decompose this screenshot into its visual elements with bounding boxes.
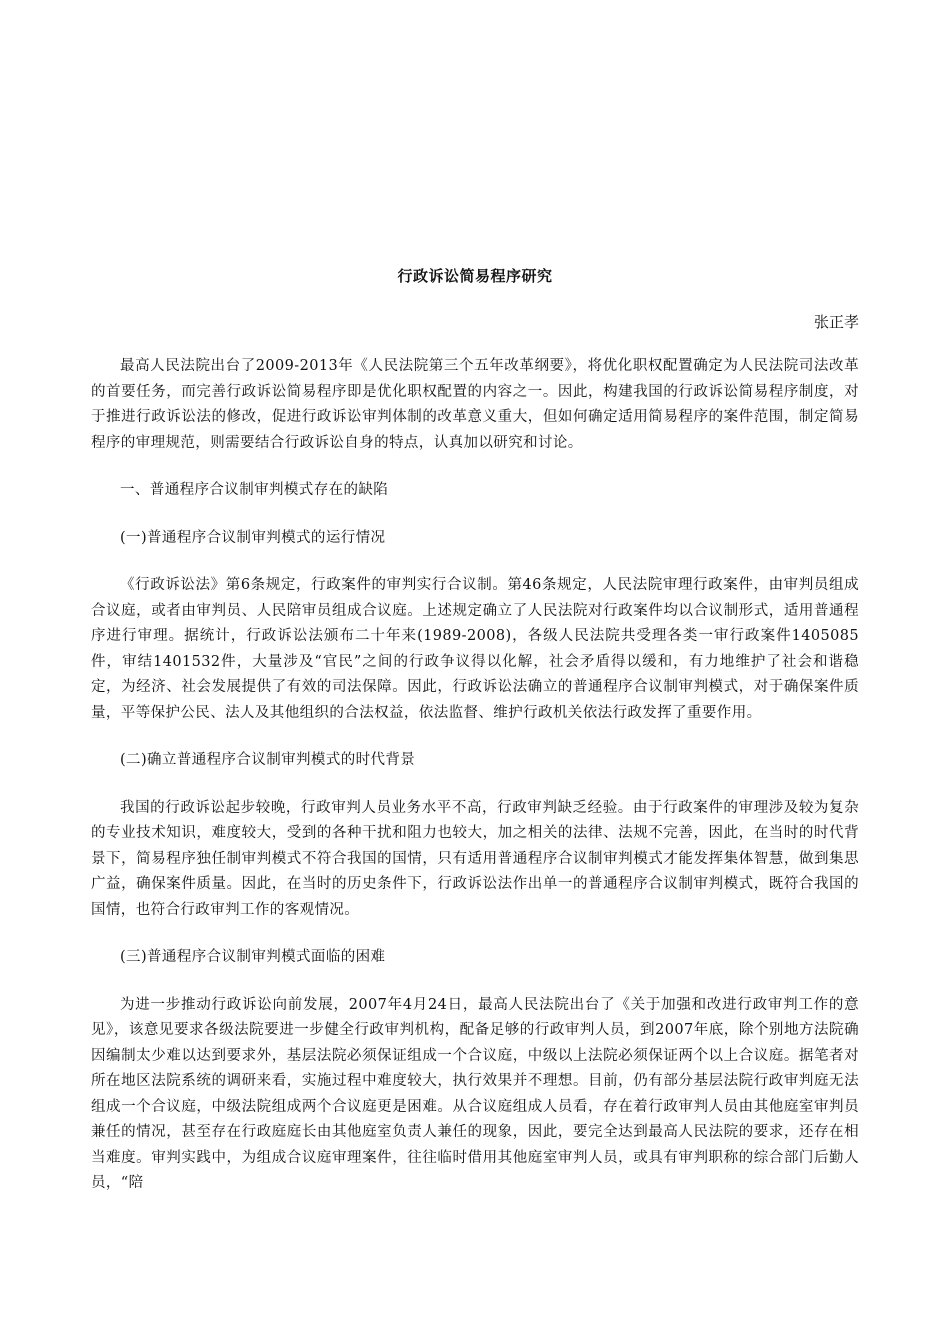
document-author: 张正孝 [813,313,859,331]
paragraph-intro: 最高人民法院出台了2009-2013年《人民法院第三个五年改革纲要》，将优化职权配置确定为人民法院司法改革的首要任务，而完善行政诉讼简易程序即是优化职权配置的内容之一。因此，构建我国的行政诉讼简易程序制度，对于推进行政诉讼法的修改，促进行政诉讼审判体制的改革意义重大，但如何确定适用简易程序的案件范围，制定简易程序的审理规范，则需要结合行政诉讼自身的特点，认真加以研究和讨论。 [91,358,859,451]
subsection-heading-3: (三)普通程序合议制审判模式面临的困难 [120,949,386,965]
paragraph-operation: 《行政诉讼法》第6条规定，行政案件的审判实行合议制。第46条规定，人民法院审理行政案件，由审判员组成合议庭，或者由审判员、人民陪审员组成合议庭。上述规定确立了人民法院对行政案件均以合议制形式，适用普通程序进行审理。据统计，行政诉讼法颁布二十年来(1989-2008)，各级人民法院共受理各类一审行政案件1405085件，审结1401532件，大量涉及“官民”之间的行政争议得以化解，社会矛盾得以缓和，有力地维护了社会和谐稳定，为经济、社会发展提供了有效的司法保障。因此，行政诉讼法确立的普通程序合议制审判模式，对于确保案件质量，平等保护公民、法人及其他组织的合法权益，依法监督、维护行政机关依法行政发挥了重要作用。 [91,577,859,721]
document-body [91,264,859,1219]
section-heading-1: 一、普通程序合议制审判模式存在的缺陷 [120,482,389,498]
paragraph-difficulties: 为进一步推动行政诉讼向前发展，2007年4月24日，最高人民法院出台了《关于加强和改进行政审判工作的意见》，该意见要求各级法院要进一步健全行政审判机构，配备足够的行政审判人员，到2007年底，除个别地方法院确因编制太少难以达到要求外，基层法院必须保证组成一个合议庭，中级以上法院必须保证两个以上合议庭。据笔者对所在地区法院系统的调研来看，实施过程中难度较大，执行效果并不理想。目前，仍有部分基层法院行政审判庭无法组成一个合议庭，中级法院组成两个合议庭更是困难。从合议庭组成人员看，存在着行政审判人员由其他庭室审判员兼任的情况，甚至存在行政庭庭长由其他庭室负责人兼任的现象，因此，要完全达到最高人民法院的要求，还存在相当难度。审判实践中，为组成合议庭审理案件，往往临时借用其他庭室审判人员，或具有审判职称的综合部门后勤人员，“陪 [91,996,859,1191]
subsection-heading-2: (二)确立普通程序合议制审判模式的时代背景 [120,752,416,768]
paragraph-background: 我国的行政诉讼起步较晚，行政审判人员业务水平不高，行政审判缺乏经验。由于行政案件的审理涉及较为复杂的专业技术知识，难度较大，受到的各种干扰和阻力也较大，加之相关的法律、法规不完善，因此，在当时的时代背景下，简易程序独任制审判模式不符合我国的国情，只有适用普通程序合议制审判模式才能发挥集体智慧，做到集思广益，确保案件质量。因此，在当时的历史条件下，行政诉讼法作出单一的普通程序合议制审判模式，既符合我国的国情，也符合行政审判工作的客观情况。 [91,799,859,918]
document-title: 行政诉讼简易程序研究 [397,267,553,285]
subsection-heading-1: (一)普通程序合议制审判模式的运行情况 [120,529,386,546]
